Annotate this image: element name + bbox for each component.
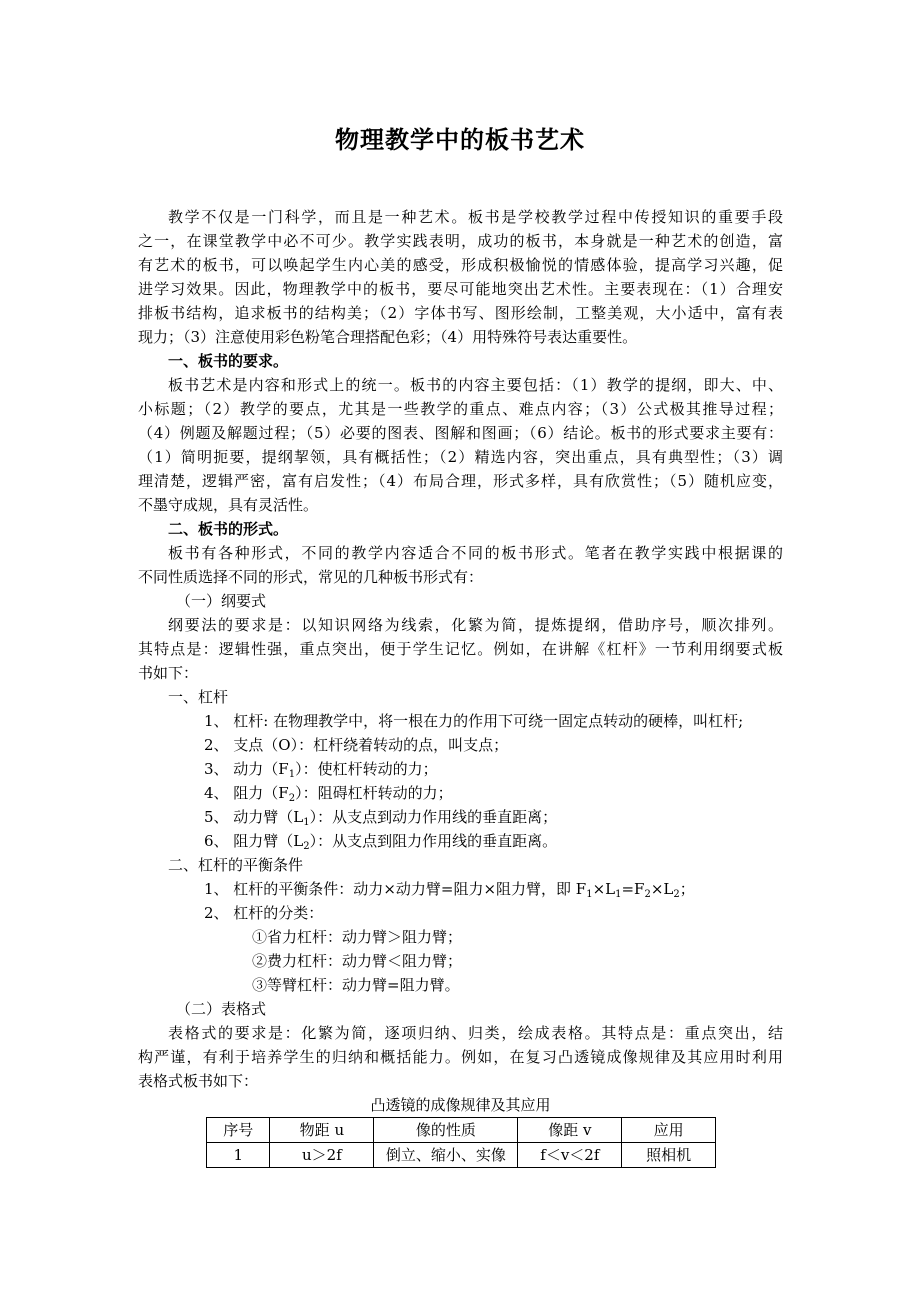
table-header-cell: 应用 bbox=[622, 1118, 716, 1143]
outline-item-text: 5、 动力臂（L bbox=[204, 808, 304, 826]
outline-item bbox=[138, 757, 783, 781]
formula-text: ； bbox=[679, 880, 695, 898]
subscript: 2 bbox=[644, 889, 651, 900]
intro-line: 之一，在课堂教学中必不可少。教学实践表明，成功的板书，本身就是一种艺术的创造，富 bbox=[138, 232, 783, 250]
section-line: 不同性质选择不同的形式，常见的几种板书形式有： bbox=[138, 568, 484, 586]
section-heading: 一、板书的要求。 bbox=[168, 352, 289, 370]
intro-line: 进学习效果。因此，物理教学中的板书，要尽可能地突出艺术性。主要表现在：（1）合理安 bbox=[138, 280, 783, 298]
outline-item bbox=[138, 829, 783, 853]
outline-item-text: 6、 阻力臂（L bbox=[204, 832, 304, 850]
table-row bbox=[207, 1143, 716, 1168]
subsection-line: 书如下： bbox=[138, 664, 199, 682]
formula-text: =F bbox=[621, 880, 645, 898]
subsection-line: 其特点是：逻辑性强，重点突出，便于学生记忆。例如，在讲解《杠杆》一节利用纲要式板 bbox=[138, 640, 783, 658]
outline-item bbox=[138, 805, 783, 829]
subsection-heading: （二）表格式 bbox=[176, 1000, 267, 1018]
lever-type: ①省力杠杆：动力臂＞阻力臂； bbox=[252, 928, 463, 946]
intro-line: 排板书结构，追求板书的结构美；（2）字体书写、图形绘制，工整美观，大小适中，富有表 bbox=[138, 304, 783, 322]
document-body bbox=[138, 205, 783, 1168]
subscript: 1 bbox=[303, 817, 310, 828]
outline-item bbox=[138, 781, 783, 805]
outline-item-text: ）：使杠杆转动的力； bbox=[295, 760, 438, 778]
table-header-row bbox=[207, 1118, 716, 1143]
section-line: 小标题；（2）教学的要点，尤其是一些教学的重点、难点内容；（3）公式极其推导过程； bbox=[138, 400, 783, 418]
intro-line: 有艺术的板书，可以唤起学生内心美的感受，形成积极愉悦的情感体验，提高学习兴趣，促 bbox=[138, 256, 783, 274]
subscript: 1 bbox=[615, 889, 622, 900]
section-heading: 二、板书的形式。 bbox=[168, 520, 289, 538]
section-line: （1）简明扼要，提纲挈领，具有概括性；（2）精选内容，突出重点，具有典型性；（3）调 bbox=[138, 448, 783, 466]
outline-part-heading: 一、杠杆 bbox=[168, 688, 229, 706]
outline-item-text: 2、 支点（O）：杠杆绕着转动的点，叫支点； bbox=[204, 736, 509, 754]
subsection-line: 表格式板书如下： bbox=[138, 1072, 259, 1090]
outline-item-text: ）：阻碍杠杆转动的力； bbox=[295, 784, 453, 802]
outline-item bbox=[138, 733, 783, 757]
outline-item-text: ）：从支点到动力作用线的垂直距离； bbox=[309, 808, 558, 826]
subscript: 2 bbox=[303, 841, 310, 852]
table-cell: u＞2f bbox=[270, 1143, 374, 1168]
lever-type: ③等臂杠杆：动力臂=阻力臂。 bbox=[252, 976, 460, 994]
subscript: 2 bbox=[673, 889, 680, 900]
formula-text: ×L bbox=[592, 880, 616, 898]
table-header-cell: 像距 v bbox=[518, 1118, 622, 1143]
formula-text: ×L bbox=[650, 880, 674, 898]
intro-line: 教学不仅是一门科学，而且是一种艺术。板书是学校教学过程中传授知识的重要手段 bbox=[168, 208, 783, 226]
section-line: 板书有各种形式，不同的教学内容适合不同的板书形式。笔者在教学实践中根据课的 bbox=[168, 544, 783, 562]
balance-condition bbox=[138, 877, 783, 901]
section-line: 板书艺术是内容和形式上的统一。板书的内容主要包括：（1）教学的提纲，即大、中、 bbox=[168, 376, 783, 394]
subsection-line: 构严谨，有利于培养学生的归纳和概括能力。例如，在复习凸透镜成像规律及其应用时利用 bbox=[138, 1048, 783, 1066]
table-header-cell: 像的性质 bbox=[374, 1118, 518, 1143]
lens-table bbox=[206, 1117, 716, 1168]
subscript: 1 bbox=[586, 889, 593, 900]
subsection-heading: （一）纲要式 bbox=[176, 592, 267, 610]
table-cell: 1 bbox=[207, 1143, 270, 1168]
subsection-line: 纲要法的要求是：以知识网络为线索，化繁为简，提炼提纲，借助序号，顺次排列。 bbox=[168, 616, 783, 634]
formula-text: 1、 杠杆的平衡条件：动力×动力臂=阻力×阻力臂，即 F bbox=[204, 880, 587, 898]
subscript: 1 bbox=[288, 769, 296, 780]
table-cell: 照相机 bbox=[622, 1143, 716, 1168]
outline-item bbox=[138, 709, 783, 733]
section-line: 不墨守成规，具有灵活性。 bbox=[138, 496, 319, 514]
table-header-cell: 物距 u bbox=[270, 1118, 374, 1143]
section-line: （4）例题及解题过程；（5）必要的图表、图解和图画；（6）结论。板书的形式要求主要有： bbox=[138, 424, 783, 442]
lever-type: ②费力杠杆：动力臂＜阻力臂； bbox=[252, 952, 463, 970]
outline-part-heading: 二、杠杆的平衡条件 bbox=[168, 856, 304, 874]
outline-item-text: 1、 杠杆: 在物理教学中，将一根在力的作用下可绕一固定点转动的硬棒，叫杠杆; bbox=[204, 712, 744, 730]
outline-item-text: 3、 动力（F bbox=[204, 760, 289, 778]
outline-item-text: ）：从支点到阻力作用线的垂直距离。 bbox=[309, 832, 558, 850]
table-caption: 凸透镜的成像规律及其应用 bbox=[370, 1096, 551, 1114]
table-cell: f＜v＜2f bbox=[518, 1143, 622, 1168]
table-header-cell: 序号 bbox=[207, 1118, 270, 1143]
outline-item: 2、 杠杆的分类： bbox=[204, 904, 324, 922]
outline-item-text: 4、 阻力（F bbox=[204, 784, 289, 802]
subsection-line: 表格式的要求是：化繁为简，逐项归纳、归类，绘成表格。其特点是：重点突出，结 bbox=[168, 1024, 783, 1042]
subscript: 2 bbox=[288, 793, 296, 804]
section-line: 理清楚，逻辑严密，富有启发性；（4）布局合理，形式多样，具有欣赏性；（5）随机应变， bbox=[138, 472, 783, 490]
document-title: 物理教学中的板书艺术 bbox=[335, 125, 585, 154]
table-cell: 倒立、缩小、实像 bbox=[374, 1143, 518, 1168]
intro-line: 现力；（3）注意使用彩色粉笔合理搭配色彩；（4）用特殊符号表达重要性。 bbox=[138, 328, 638, 346]
